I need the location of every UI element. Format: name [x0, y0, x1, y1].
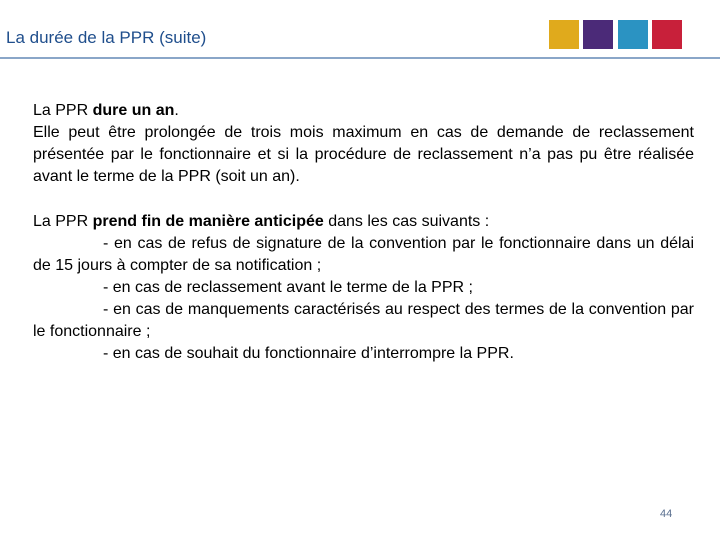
case-item: - en cas de souhait du fonctionnaire d’interrompre la PPR. — [103, 345, 514, 362]
accent-squares — [549, 20, 682, 49]
case-item: - en cas de refus de signature de la convention par le fonctionnaire dans un délai de 15 jours à compter de sa notification ; — [33, 235, 694, 274]
duration-emphasis: dure un an — [92, 102, 175, 119]
page-title: La durée de la PPR (suite) — [6, 28, 207, 47]
accent-square-purple — [583, 20, 613, 49]
duration-suffix: . — [174, 102, 179, 119]
case-item: - en cas de manquements caractérisés au respect des termes de la convention par le fonctionnaire ; — [33, 301, 694, 340]
anticipated-suffix: dans les cas suivants : — [323, 213, 490, 230]
accent-square-yellow — [549, 20, 579, 49]
anticipated-prefix: La PPR — [33, 213, 93, 230]
slide-body — [33, 100, 694, 365]
duration-paragraph — [33, 100, 694, 122]
anticipated-emphasis: prend fin de manière anticipée — [92, 213, 324, 230]
accent-square-red — [652, 20, 682, 49]
accent-square-blue — [618, 20, 648, 49]
case-item: - en cas de reclassement avant le terme de la PPR ; — [103, 279, 473, 296]
page-number: 44 — [660, 508, 673, 520]
title-divider — [0, 57, 720, 59]
anticipated-end-paragraph — [33, 211, 694, 233]
duration-prefix: La PPR — [33, 102, 93, 119]
extension-paragraph: Elle peut être prolongée de trois mois maximum en cas de demande de reclassement présentée par le fonctionnaire et si la procédure de reclassement n’a pas pu être réalisée avant le terme de la PPR (soit un an). — [33, 124, 694, 185]
